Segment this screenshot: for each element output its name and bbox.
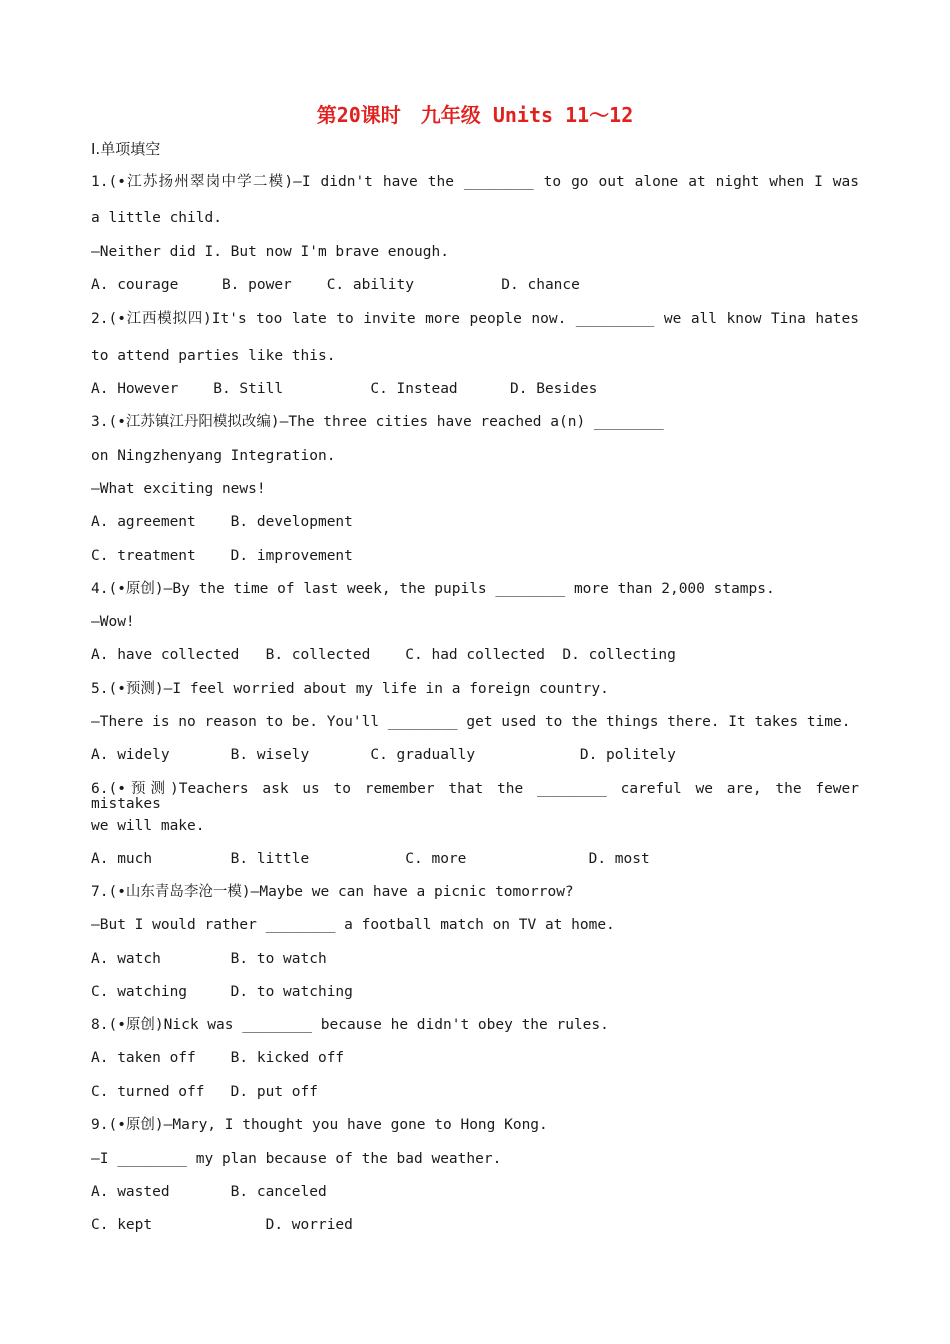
question-5-reply: —There is no reason to be. You'll ________ get used to the things there. It takes time.: [91, 714, 851, 730]
question-9-stem: 9.(•原创)—Mary, I thought you have gone to Hong Kong.: [91, 1117, 548, 1133]
question-3-reply: —What exciting news!: [91, 481, 266, 497]
question-5-stem: 5.(•预测)—I feel worried about my life in a foreign country.: [91, 681, 609, 697]
question-7-options-cd: C. watching D. to watching: [91, 984, 353, 1000]
question-1-reply: —Neither did I. But now I'm brave enough.: [91, 244, 449, 260]
page-title: 第20课时 九年级 Units 11～12: [316, 103, 634, 127]
question-7-stem: 7.(•山东青岛李沧一模)—Maybe we can have a picnic tomorrow?: [91, 884, 574, 900]
question-4-stem: 4.(•原创)—By the time of last week, the pupils ________ more than 2,000 stamps.: [91, 581, 775, 597]
question-8-options-ab: A. taken off B. kicked off: [91, 1050, 345, 1066]
question-1-options: A. courage B. power C. ability D. chance: [91, 277, 580, 293]
question-3-options-ab: A. agreement B. development: [91, 514, 353, 530]
question-5-options: A. widely B. wisely C. gradually D. politely: [91, 747, 676, 763]
question-4-reply: —Wow!: [91, 614, 135, 630]
question-3-options-cd: C. treatment D. improvement: [91, 548, 353, 564]
question-2-options: A. However B. Still C. Instead D. Besides: [91, 381, 598, 397]
question-1-stem: 1.(•江苏扬州翠岗中学二模)—I didn't have the ________ to go out alone at night when I was: [91, 174, 859, 190]
question-3-stem-cont: on Ningzhenyang Integration.: [91, 448, 336, 464]
question-7-reply: —But I would rather ________ a football match on TV at home.: [91, 917, 615, 933]
section-heading: Ⅰ.单项填空: [91, 140, 161, 158]
question-4-options: A. have collected B. collected C. had collected D. collecting: [91, 647, 676, 663]
question-2-stem: 2.(•江西模拟四)It's too late to invite more people now. _________ we all know Tina hates: [91, 311, 859, 327]
question-7-options-ab: A. watch B. to watch: [91, 951, 327, 967]
question-9-reply: —I ________ my plan because of the bad weather.: [91, 1151, 502, 1167]
question-8-stem: 8.(•原创)Nick was ________ because he didn't obey the rules.: [91, 1017, 609, 1033]
question-8-options-cd: C. turned off D. put off: [91, 1084, 318, 1100]
question-6-options: A. much B. little C. more D. most: [91, 851, 650, 867]
question-9-options-cd: C. kept D. worried: [91, 1217, 353, 1233]
question-3-stem: 3.(•江苏镇江丹阳模拟改编)—The three cities have reached a(n) ________: [91, 414, 664, 430]
question-1-stem-cont: a little child.: [91, 210, 222, 226]
question-6-stem: 6.(•预测)Teachers ask us to remember that the ________ careful we are, the fewer mistakes: [91, 781, 859, 812]
question-9-options-ab: A. wasted B. canceled: [91, 1184, 327, 1200]
question-2-stem-cont: to attend parties like this.: [91, 348, 336, 364]
question-6-stem-cont: we will make.: [91, 818, 205, 834]
